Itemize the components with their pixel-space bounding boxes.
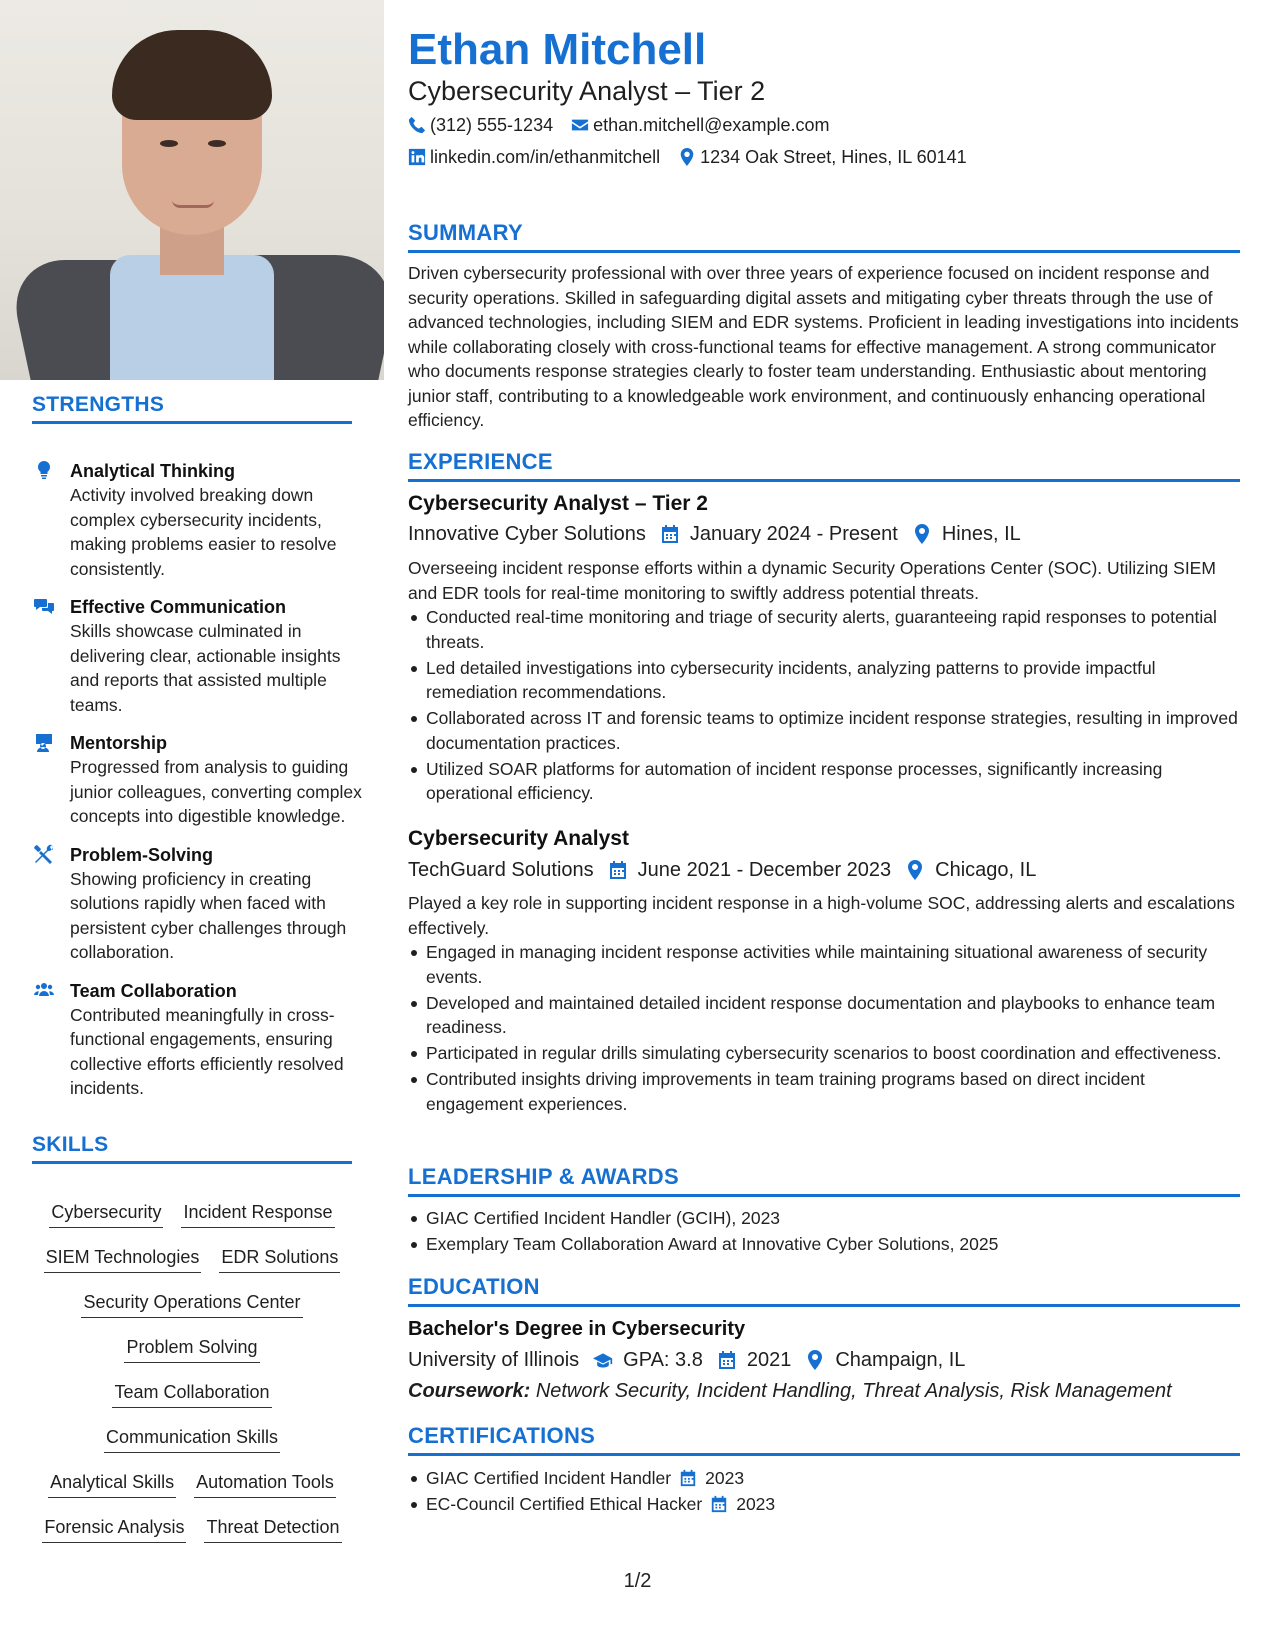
job-summary: Played a key role in supporting incident response in a high-volume SOC, addressing alerts and escalations effectively. <box>408 893 1235 938</box>
award-item: Exemplary Team Collaboration Award at Innovative Cyber Solutions, 2025 <box>408 1232 1240 1257</box>
skill-tag: Team Collaboration <box>112 1380 271 1408</box>
company-name: TechGuard Solutions <box>408 859 594 881</box>
address-contact <box>678 146 967 168</box>
job-summary: Overseeing incident response efforts within a dynamic Security Operations Center (SOC). Utilizing SIEM and EDR tools for real-time monitoring to swiftly address potential threats. <box>408 558 1216 603</box>
contact-row <box>408 146 967 168</box>
experience-heading: EXPERIENCE <box>408 448 1240 482</box>
degree-title: Bachelor's Degree in Cybersecurity <box>408 1318 746 1340</box>
phone-text: (312) 555-1234 <box>430 115 554 135</box>
skills-row <box>32 1425 352 1470</box>
leadership-heading: LEADERSHIP & AWARDS <box>408 1163 1240 1197</box>
job-bullet: Contributed insights driving improvements in team training programs based on direct incident engagement experiences. <box>408 1067 1240 1116</box>
skill-tag: Cybersecurity <box>49 1200 163 1228</box>
award-item: GIAC Certified Incident Handler (GCIH), 2023 <box>408 1206 1240 1231</box>
strength-item <box>32 979 362 1101</box>
skill-tag: Automation Tools <box>194 1470 336 1498</box>
strengths-heading: STRENGTHS <box>32 393 352 424</box>
candidate-title: Cybersecurity Analyst – Tier 2 <box>408 76 766 106</box>
school-name: University of Illinois <box>408 1349 580 1371</box>
certification-name: EC-Council Certified Ethical Hacker <box>426 1494 703 1514</box>
graduation-year: 2021 <box>746 1349 792 1371</box>
email-text: ethan.mitchell@example.com <box>593 115 830 135</box>
skills-heading: SKILLS <box>32 1133 352 1164</box>
team-icon <box>32 979 56 1001</box>
strength-title: Analytical Thinking <box>70 461 236 481</box>
skill-tag: Problem Solving <box>124 1335 259 1363</box>
job-location: Hines, IL <box>941 523 1021 545</box>
map-pin-icon <box>678 148 696 166</box>
job-bullet: Collaborated across IT and forensic teams to optimize incident response strategies, resulting in improved documentation practices. <box>408 706 1240 755</box>
education-meta <box>408 1347 965 1373</box>
skills-row <box>32 1470 352 1515</box>
job-dates: January 2024 - Present <box>689 523 898 545</box>
phone-contact[interactable] <box>408 114 553 136</box>
calendar-icon <box>717 1350 737 1370</box>
job-bullet: Participated in regular drills simulating cybersecurity scenarios to boost coordination and effectiveness. <box>408 1041 1240 1066</box>
job-bullet: Led detailed investigations into cybersecurity incidents, analyzing patterns to provide impactful remediation recommendations. <box>408 656 1240 705</box>
job-meta <box>408 857 1036 883</box>
phone-icon <box>408 116 426 134</box>
certifications-heading: CERTIFICATIONS <box>408 1422 1240 1456</box>
school-location: Champaign, IL <box>835 1349 966 1371</box>
job-title: Cybersecurity Analyst <box>408 827 629 850</box>
job-dates: June 2021 - December 2023 <box>637 859 892 881</box>
certification-year: 2023 <box>736 1494 776 1514</box>
skill-tag: Forensic Analysis <box>42 1515 186 1543</box>
job-bullet: Engaged in managing incident response activities while maintaining situational awareness of security events. <box>408 940 1240 989</box>
company-name: Innovative Cyber Solutions <box>408 523 646 545</box>
skill-tag: Security Operations Center <box>81 1290 302 1318</box>
page-indicator: 1/2 <box>623 1570 652 1592</box>
certifications-list <box>408 1466 1240 1518</box>
candidate-name: Ethan Mitchell <box>408 25 707 74</box>
contact-row <box>408 114 829 136</box>
skills-row <box>32 1290 352 1335</box>
skills-row <box>32 1515 352 1560</box>
skills-row <box>32 1335 352 1380</box>
envelope-icon <box>571 116 589 134</box>
linkedin-text: linkedin.com/in/ethanmitchell <box>430 147 661 167</box>
linkedin-icon <box>408 148 426 166</box>
strength-item <box>32 459 362 581</box>
strength-desc: Showing proficiency in creating solutions rapidly when faced with persistent cyber challenges through collaboration. <box>70 868 347 962</box>
strength-desc: Activity involved breaking down complex cybersecurity incidents, making problems easier to resolve consistently. <box>70 485 337 579</box>
coursework-list: Network Security, Incident Handling, Threat Analysis, Risk Management <box>535 1380 1172 1402</box>
certification-name: GIAC Certified Incident Handler <box>426 1468 672 1488</box>
job-bullet: Utilized SOAR platforms for automation of incident response processes, significantly increasing operational efficiency. <box>408 757 1240 806</box>
certification-year: 2023 <box>705 1468 745 1488</box>
strength-title: Mentorship <box>70 733 167 753</box>
chat-bubbles-icon <box>32 595 56 617</box>
graduation-cap-icon <box>593 1350 613 1370</box>
job-title: Cybersecurity Analyst – Tier 2 <box>408 492 708 515</box>
calendar-icon <box>608 860 628 880</box>
calendar-icon <box>710 1495 728 1513</box>
map-pin-icon <box>905 860 925 880</box>
job-bullets <box>408 605 1240 807</box>
skills-row <box>32 1245 352 1290</box>
skill-tag: SIEM Technologies <box>44 1245 202 1273</box>
email-contact[interactable] <box>571 114 829 136</box>
strength-desc: Progressed from analysis to guiding junior colleagues, converting complex concepts into digestible knowledge. <box>70 757 362 826</box>
skill-tag: Threat Detection <box>204 1515 341 1543</box>
linkedin-contact[interactable] <box>408 146 660 168</box>
job-bullet: Developed and maintained detailed incident response documentation and playbooks to enhance team readiness. <box>408 991 1240 1040</box>
tools-icon <box>32 843 56 865</box>
map-pin-icon <box>912 524 932 544</box>
job-bullet: Conducted real-time monitoring and triage of security alerts, guaranteeing rapid responses to potential threats. <box>408 605 1240 654</box>
strength-title: Team Collaboration <box>70 980 237 1001</box>
skill-tag: Analytical Skills <box>48 1470 176 1498</box>
skills-row <box>32 1380 352 1425</box>
leadership-list <box>408 1206 1240 1258</box>
strength-desc: Contributed meaningfully in cross-functional engagements, ensuring collective efforts efficiently resolved incidents. <box>70 1004 344 1098</box>
calendar-icon <box>679 1469 697 1487</box>
coursework-label: Coursework: <box>408 1380 531 1402</box>
profile-photo <box>0 0 384 380</box>
map-pin-icon <box>805 1350 825 1370</box>
skill-tag: Incident Response <box>181 1200 334 1228</box>
skills-row <box>32 1200 352 1245</box>
strength-item <box>32 595 362 717</box>
lightbulb-icon <box>32 459 56 481</box>
strength-desc: Skills showcase culminated in delivering clear, actionable insights and reports that assisted multiple teams. <box>70 621 341 715</box>
summary-text: Driven cybersecurity professional with over three years of experience focused on incident response and security operations. Skilled in safeguarding digital assets and mitigating cyber threats through the use of advanced technologies, including SIEM and EDR systems. Proficient in leading investigations into incidents while collaborating closely with cross-functional teams for effective management. A strong communicator who documents response strategies clearly to foster team understanding. Enthusiastic about mentoring junior staff, contributing to a knowledgeable work environment, and continuously enhancing operational efficiency. <box>408 263 1239 430</box>
skill-tag: Communication Skills <box>104 1425 280 1453</box>
certification-item <box>408 1492 1240 1517</box>
job-meta <box>408 521 1021 547</box>
strength-title: Problem-Solving <box>70 844 214 865</box>
education-heading: EDUCATION <box>408 1273 1240 1307</box>
summary-heading: SUMMARY <box>408 219 1240 253</box>
teacher-icon <box>32 731 56 753</box>
skills-list <box>32 1200 352 1560</box>
strength-item <box>32 731 362 829</box>
certification-item <box>408 1466 1240 1491</box>
strength-title: Effective Communication <box>70 597 287 617</box>
skill-tag: EDR Solutions <box>219 1245 340 1273</box>
job-bullets <box>408 940 1240 1118</box>
gpa: GPA: 3.8 <box>623 1349 703 1371</box>
job-location: Chicago, IL <box>935 859 1037 881</box>
strengths-list <box>32 459 362 1115</box>
strength-item <box>32 843 362 965</box>
calendar-icon <box>660 524 680 544</box>
address-text: 1234 Oak Street, Hines, IL 60141 <box>700 147 967 167</box>
coursework <box>408 1378 1172 1404</box>
